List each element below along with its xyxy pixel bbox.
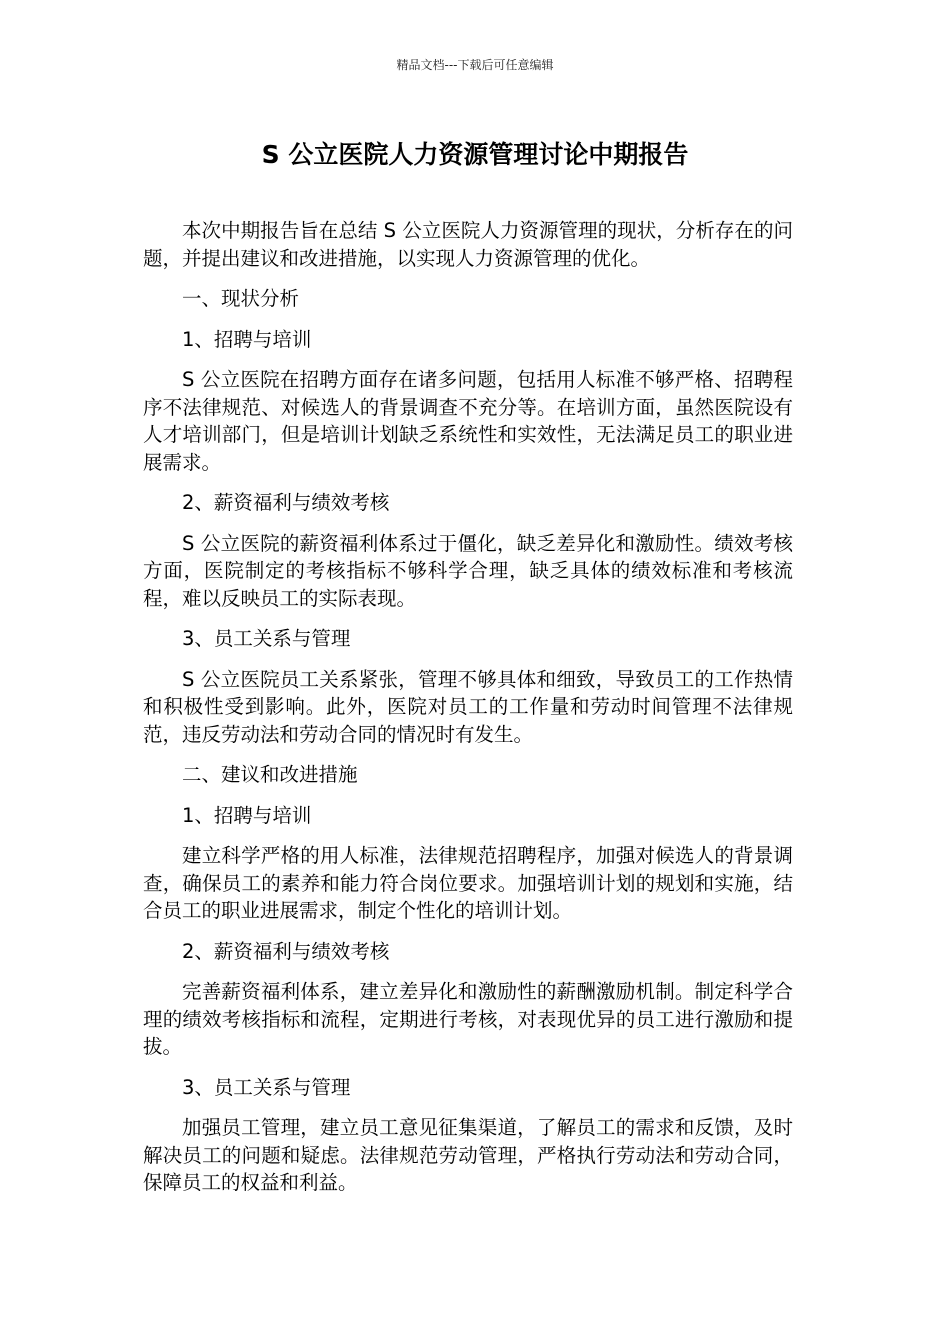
body-paragraph: S 公立医院员工关系紧张，管理不够具体和细致，导致员工的工作热情和积极性受到影响。此外，医院对员工的工作量和劳动时间管理不法律规范，违反劳动法和劳动合同的情况时有发生。 <box>143 667 793 746</box>
body-paragraph: 完善薪资福利体系，建立差异化和激励性的薪酬激励机制。制定科学合理的绩效考核指标和流程，定期进行考核，对表现优异的员工进行激励和提拔。 <box>143 980 793 1058</box>
body-paragraph: S 公立医院在招聘方面存在诸多问题，包括用人标准不够严格、招聘程序不法律规范、对候选人的背景调查不充分等。在培训方面，虽然医院设有人才培训部门，但是培训计划缺乏系统性和实效性，无法满足员工的职业进展需求。 <box>143 368 793 474</box>
subsection-heading: 1、招聘与培训 <box>182 327 312 351</box>
body-paragraph: 加强员工管理，建立员工意见征集渠道，了解员工的需求和反馈，及时解决员工的问题和疑虑。法律规范劳动管理，严格执行劳动法和劳动合同，保障员工的权益和利益。 <box>143 1116 793 1194</box>
body-paragraph: 建立科学严格的用人标准，法律规范招聘程序，加强对候选人的背景调查，确保员工的素养和能力符合岗位要求。加强培训计划的规划和实施，结合员工的职业进展需求，制定个性化的培训计划。 <box>143 844 793 922</box>
section-heading-recommendations: 二、建议和改进措施 <box>182 763 358 786</box>
intro-paragraph: 本次中期报告旨在总结 S 公立医院人力资源管理的现状，分析存在的问题，并提出建议和改进措施，以实现人力资源管理的优化。 <box>143 219 793 270</box>
header-note: 精品文档---下载后可任意编辑 <box>396 58 554 72</box>
subsection-heading: 2、薪资福利与绩效考核 <box>182 939 390 963</box>
subsection-heading: 3、员工关系与管理 <box>182 1075 351 1099</box>
body-paragraph: S 公立医院的薪资福利体系过于僵化，缺乏差异化和激励性。绩效考核方面，医院制定的考核指标不够科学合理，缺乏具体的绩效标准和考核流程，难以反映员工的实际表现。 <box>143 531 793 610</box>
section-heading-status: 一、现状分析 <box>182 287 300 310</box>
document-body <box>143 217 793 1210</box>
subsection-heading: 1、招聘与培训 <box>182 803 312 827</box>
document-title: S 公立医院人力资源管理讨论中期报告 <box>261 140 689 169</box>
subsection-heading: 3、员工关系与管理 <box>182 627 351 650</box>
subsection-heading: 2、薪资福利与绩效考核 <box>182 491 390 514</box>
